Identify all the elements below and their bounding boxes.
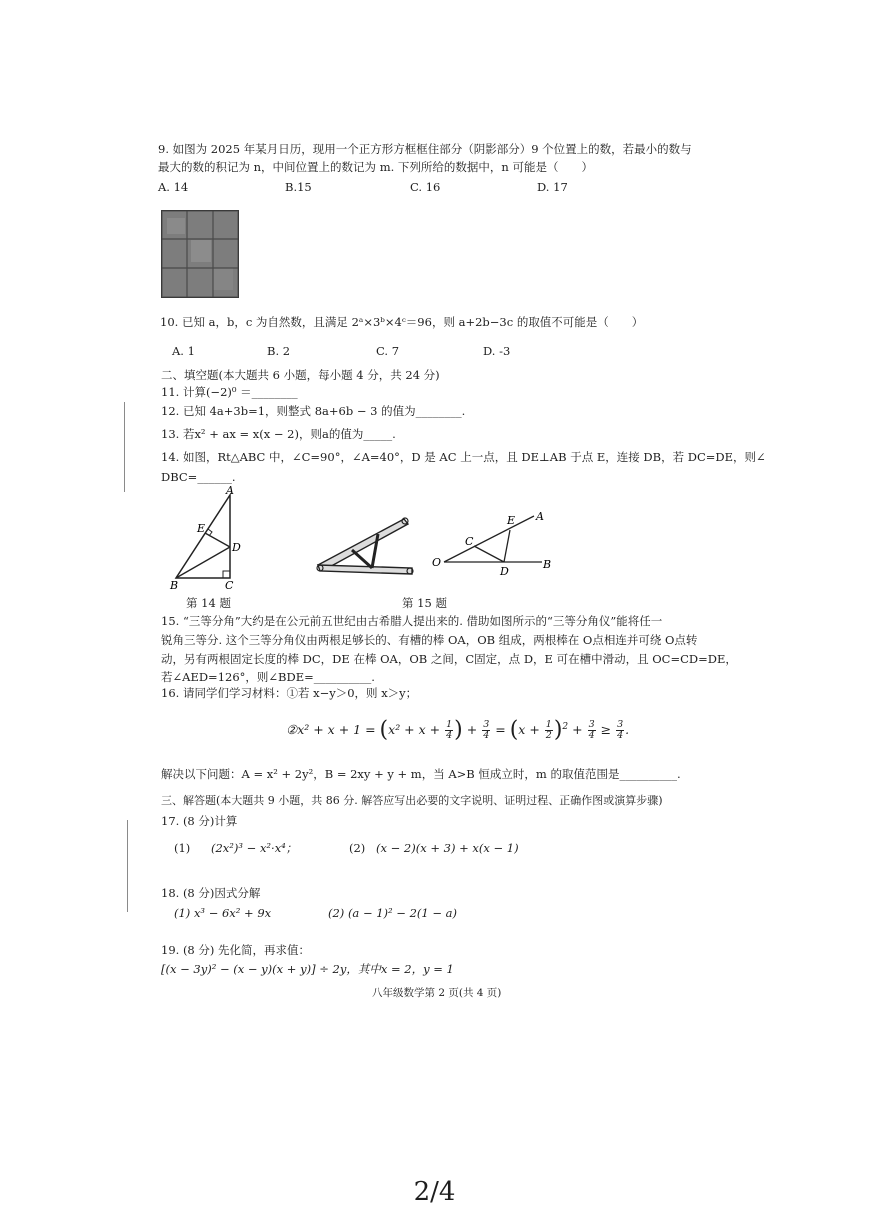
q16-frac-d: $\frac{3}{4}$	[588, 719, 595, 742]
fig15-label-b: B	[543, 558, 552, 571]
q10-option-a: A. 1	[172, 344, 195, 358]
q16-paren-close-1: )	[454, 717, 463, 743]
q17-part2-label: (2)	[349, 841, 366, 855]
fig14-label-c: C	[225, 579, 234, 592]
q12-text: 12. 已知 4a+3b=1，则整式 8a+6b − 3 的值为________.	[161, 404, 466, 418]
q16-frac-a: $\frac{1}{4}$	[446, 719, 453, 742]
fig14-label-a: A	[226, 484, 234, 497]
fig15-label-a: A	[536, 510, 544, 523]
fig14-label-e: E	[197, 522, 206, 535]
fig15-label-d: D	[500, 565, 509, 578]
q16-line3: 解决以下问题：A = x² + 2y²，B = 2xy + y + m，当 A>B 恒成立时，m 的取值范围是__________.	[161, 767, 681, 781]
q16-formula-square: 2	[562, 722, 569, 732]
q17-title: 17. (8 分)计算	[161, 814, 238, 828]
q17-part1: (2x²)³ − x²·x⁴；	[211, 841, 298, 855]
q9-option-d: D. 17	[537, 180, 568, 194]
fig15-label-o: O	[432, 556, 442, 569]
q9-option-a: A. 14	[158, 180, 189, 194]
q16-formula-ge: ≥	[600, 722, 612, 738]
q17-part1-label: (1)	[174, 841, 191, 855]
q9-stem-line1: 9. 如图为 2025 年某月日历，现用一个正方形方框框住部分（阴影部分）9 个位置上的数，若最小的数与	[158, 142, 692, 156]
q16-formula-plus2: +	[572, 722, 583, 738]
fig15-label-e: E	[507, 514, 516, 527]
q19-expr: [(x − 3y)² − (x − y)(x + y)] ÷ 2y，其中x = 2，y = 1	[161, 962, 454, 976]
q14-line1: 14. 如图，Rt△ABC 中，∠C=90°，∠A=40°，D 是 AC 上一点，且 DE⊥AB 于点 E，连接 DB，若 DC=DE，则∠	[161, 450, 766, 464]
margin-line-bottom	[127, 820, 128, 912]
q15-line2: 锐角三等分. 这个三等分角仪由两根足够长的、有槽的棒 OA，OB 组成，两根棒在 O点相连并可绕 O点转	[161, 633, 698, 647]
q17-part2: (x − 2)(x + 3) + x(x − 1)	[376, 841, 519, 855]
figure-14-triangle	[168, 485, 248, 591]
q9-stem-line2: 最大的数的积记为 n，中间位置上的数记为 m. 下列所给的数据中，n 可能是（ ）	[158, 160, 593, 174]
q16-frac-e: $\frac{3}{4}$	[617, 719, 624, 742]
q16-formula-eq: =	[495, 722, 506, 738]
q13-text: 13. 若x² + ax = x(x − 2)，则a的值为_____.	[161, 427, 396, 441]
q18-part1: (1) x³ − 6x² + 9x	[174, 906, 272, 920]
q16-paren-open-2: (	[509, 717, 519, 743]
caption-figure-14: 第 14 题	[186, 596, 231, 610]
q10-stem: 10. 已知 a，b，c 为自然数，且满足 2ᵃ×3ᵇ×4ᶜ＝96，则 a+2b−3c 的取值不可能是（ ）	[160, 315, 644, 329]
calendar-grid-image	[161, 210, 239, 298]
q16-formula-end: .	[625, 722, 630, 738]
q18-part2: (2) (a − 1)² − 2(1 − a)	[328, 906, 458, 920]
caption-figure-15: 第 15 题	[402, 596, 447, 610]
figure-15-instrument	[312, 510, 422, 580]
section3-title: 三、解答题(本大题共 9 小题，共 86 分. 解答应写出必要的文字说明、证明过程、正确作图或演算步骤)	[161, 794, 663, 807]
q16-paren-open-1: (	[379, 717, 389, 743]
q15-line4: 若∠AED=126°，则∠BDE=__________.	[161, 670, 375, 684]
q19-title: 19. (8 分) 先化简，再求值：	[161, 943, 311, 957]
q16-formula	[286, 710, 629, 747]
fig14-label-b: B	[170, 579, 179, 592]
section2-title: 二、填空题(本大题共 6 小题，每小题 4 分，共 24 分)	[161, 368, 440, 382]
q16-formula-left: ②x² + x + 1 =	[286, 722, 376, 738]
q15-line1: 15. “三等分角”大约是在公元前五世纪由古希腊人提出来的. 借助如图所示的“三等分角仪”能将任一	[161, 614, 663, 628]
fig14-label-d: D	[232, 541, 241, 554]
q10-option-c: C. 7	[376, 344, 400, 358]
q10-option-b: B. 2	[267, 344, 291, 358]
q9-option-c: C. 16	[410, 180, 441, 194]
margin-line-top	[124, 402, 125, 492]
q14-line2: DBC=______.	[161, 470, 236, 484]
q10-option-d: D. -3	[483, 344, 511, 358]
q16-formula-mid1: x² + x +	[388, 722, 441, 738]
q16-frac-c: $\frac{1}{2}$	[545, 719, 552, 742]
figure-15-angle-diagram	[430, 508, 560, 576]
q18-title: 18. (8 分)因式分解	[161, 886, 261, 900]
fig15-label-c: C	[465, 535, 474, 548]
page-number: 2/4	[413, 1177, 456, 1207]
q16-formula-mid2: x +	[518, 722, 540, 738]
q9-option-b: B.15	[285, 180, 312, 194]
q16-frac-b: $\frac{3}{4}$	[483, 719, 490, 742]
q15-line3: 动，另有两根固定长度的棒 DC，DE 在棒 OA，OB 之间，C固定，点 D，E 可在槽中滑动，且 OC=CD=DE，	[161, 652, 737, 666]
page-footer: 八年级数学第 2 页(共 4 页)	[372, 987, 502, 999]
q16-paren-close-2: )	[553, 717, 563, 743]
q11-text: 11. 计算(−2)⁰ ＝________	[161, 385, 298, 399]
q16-formula-plus: +	[466, 722, 478, 738]
q16-line1: 16. 请同学们学习材料：①若 x−y＞0，则 x＞y；	[161, 686, 418, 700]
